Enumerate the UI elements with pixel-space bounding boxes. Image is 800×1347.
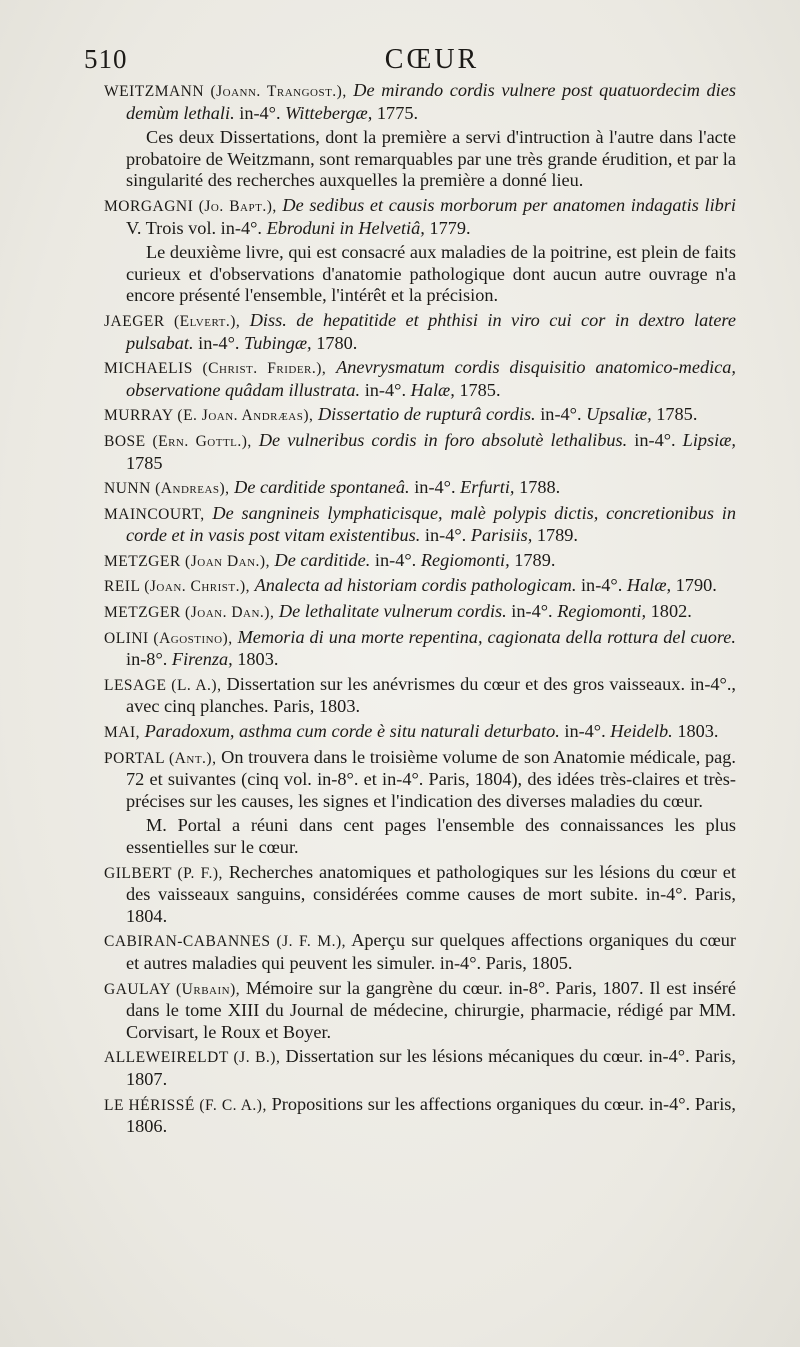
entry-year: 1802. bbox=[650, 601, 692, 622]
bibliography-entry bbox=[104, 477, 736, 500]
entry-year: 1803. bbox=[237, 649, 279, 670]
entry-year: 1789. bbox=[536, 525, 578, 546]
entry-format: in-4°. bbox=[414, 477, 456, 498]
entry-place: Halæ, bbox=[410, 379, 455, 400]
bibliography-entry bbox=[104, 721, 736, 744]
entry-place: Regiomonti, bbox=[420, 549, 510, 570]
bibliography-list bbox=[104, 80, 736, 1141]
entry-author: JAEGER (Elvert.), bbox=[104, 312, 241, 330]
entry-description: Recherches anatomiques et pathologiques sur les lésions du cœur et des vaisseaux sanguins, considérées comme causes de mort subite. in-4°. Paris, 1804. bbox=[126, 861, 736, 926]
entry-author: GAULAY (Urbain), bbox=[104, 980, 241, 998]
entry-title: De sangnineis lymphaticisque, malè polypis dictis, concretionibus in corde et in vasis post vitam existentibus. bbox=[126, 502, 736, 546]
entry-place: Halæ, bbox=[626, 575, 672, 596]
entry-author: LE HÉRISSÉ (F. C. A.), bbox=[104, 1096, 267, 1114]
entry-author: ALLEWEIRELDT (J. B.), bbox=[104, 1049, 281, 1067]
bibliography-entry bbox=[104, 601, 736, 624]
entry-author: MAINCOURT, bbox=[104, 505, 205, 523]
entry-author: NUNN (Andreas), bbox=[104, 480, 230, 498]
entry-year: 1790. bbox=[675, 575, 717, 596]
entry-title: Anevrysmatum cordis disquisitio anatomico-medica, observatione quâdam illustrata. bbox=[126, 357, 736, 400]
page-number: 510 bbox=[84, 44, 128, 74]
entry-year: 1803. bbox=[677, 721, 719, 742]
bibliography-entry bbox=[104, 195, 736, 239]
entry-author: MURRAY (E. Joan. Andræas), bbox=[104, 407, 314, 425]
entry-author: REIL (Joan. Christ.), bbox=[104, 578, 251, 596]
bibliography-entry bbox=[104, 978, 736, 1044]
entry-format: in-4°. bbox=[511, 601, 553, 622]
entry-author: GILBERT (P. F.), bbox=[104, 864, 223, 882]
entry-year: 1775. bbox=[376, 102, 419, 123]
entry-description: Mémoire sur la gangrène du cœur. in-8°. Paris, 1807. Il est inséré dans le tome XIII du Journal de médecine, chirurgie, pharmacie, rédigé par MM. Corvisart, le Roux et Boyer. bbox=[126, 977, 737, 1042]
entry-title: De lethalitate vulnerum cordis. bbox=[278, 601, 507, 622]
entry-title: Diss. de hepatitide et phthisi in viro cui cor in dextro latere pulsabat. bbox=[126, 309, 736, 353]
entry-place: Heidelb. bbox=[610, 721, 673, 742]
entry-description: Dissertation sur les anévrismes du cœur et des gros vaisseaux. in-4°., avec cinq planches. Paris, 1803. bbox=[126, 673, 737, 717]
entry-format: in-4°. bbox=[634, 429, 676, 450]
bibliography-entry bbox=[104, 674, 736, 718]
entry-format: in-4°. bbox=[564, 721, 606, 742]
bibliography-entry bbox=[104, 503, 736, 547]
entry-place: Lipsiæ, bbox=[682, 429, 737, 450]
commentary-paragraph: Ces deux Dissertations, dont la première a servi d'intruction à l'autre dans l'acte probatoire de Weitzmann, sont remarquables par une très grande érudition, et par la singularité des recherches auxquelles la première a donné lieu. bbox=[126, 127, 736, 191]
entry-format: in-4°. bbox=[364, 379, 407, 400]
entry-author: MAI, bbox=[104, 724, 141, 742]
entry-title: De vulneribus cordis in foro absolutè lethalibus. bbox=[258, 429, 628, 450]
running-title: CŒUR bbox=[384, 44, 480, 75]
bibliography-entry bbox=[104, 1094, 736, 1138]
entry-format: in-8°. bbox=[126, 649, 168, 670]
bibliography-entry bbox=[104, 575, 736, 598]
commentary-paragraph: Le deuxième livre, qui est consacré aux maladies de la poitrine, est plein de faits curieux et d'observations d'anatomie pathologique dont aucun autre ouvrage n'a encore présenté l'ensemble, l'intérêt et la précision. bbox=[126, 242, 736, 306]
entry-description: On trouvera dans le troisième volume de son Anatomie médicale, pag. 72 et suivantes (cinq vol. in-8°. et in-4°. Paris, 1804), des idées très-claires et très-précises sur les causes, les signes et l'indication des diverses maladies du cœur. bbox=[126, 746, 736, 811]
entry-author: LESAGE (L. A.), bbox=[104, 676, 222, 694]
entry-place: Parisiis, bbox=[470, 525, 533, 546]
entry-author: OLINI (Agostino), bbox=[104, 629, 233, 647]
bibliography-entry bbox=[104, 310, 736, 354]
entry-place: Regiomonti, bbox=[557, 601, 647, 622]
bibliography-entry bbox=[104, 747, 736, 813]
entry-year: 1785 bbox=[126, 452, 163, 473]
entry-author: MORGAGNI (Jo. Bapt.), bbox=[104, 197, 277, 215]
bibliography-entry bbox=[104, 80, 736, 124]
entry-place: Tubingæ, bbox=[244, 332, 312, 353]
entry-description: Dissertation sur les lésions mécaniques du cœur. in-4°. Paris, 1807. bbox=[126, 1046, 736, 1089]
entry-description: Propositions sur les affections organiques du cœur. in-4°. Paris, 1806. bbox=[126, 1093, 736, 1137]
entry-author: CABIRAN-CABANNES (J. F. M.), bbox=[104, 933, 346, 951]
commentary-paragraph: M. Portal a réuni dans cent pages l'ensemble des connaissances les plus essentielles sur le cœur. bbox=[126, 815, 736, 857]
bibliography-entry bbox=[104, 357, 736, 401]
entry-format: V. Trois vol. in-4°. bbox=[126, 217, 263, 238]
entry-format: in-4°. bbox=[424, 525, 467, 546]
entry-year: 1789. bbox=[514, 549, 556, 570]
entry-year: 1779. bbox=[429, 217, 471, 238]
entry-place: Ebroduni in Helvetiâ, bbox=[266, 217, 425, 238]
entry-author: METZGER (Joan Dan.), bbox=[104, 552, 270, 570]
entry-place: Upsaliæ, bbox=[586, 404, 652, 425]
entry-title: Memoria di una morte repentina, cagionata della rottura del cuore. bbox=[237, 626, 736, 647]
entry-author: MICHAELIS (Christ. Frider.), bbox=[104, 360, 327, 378]
entry-format: in-4°. bbox=[374, 549, 417, 570]
bibliography-entry bbox=[104, 627, 736, 671]
entry-year: 1788. bbox=[519, 477, 561, 498]
bibliography-entry bbox=[104, 430, 736, 474]
entry-place: Erfurti, bbox=[460, 477, 515, 498]
entry-title: Dissertatio de rupturâ cordis. bbox=[317, 404, 536, 425]
entry-format: in-4°. bbox=[580, 575, 623, 596]
entry-title: Analecta ad historiam cordis pathologicam. bbox=[254, 575, 577, 596]
entry-author: METZGER (Joan. Dan.), bbox=[104, 604, 275, 622]
entry-author: BOSE (Ern. Gottl.), bbox=[104, 432, 252, 450]
entry-title: Paradoxum, asthma cum corde è situ naturali deturbato. bbox=[144, 721, 560, 742]
entry-format: in-4°. bbox=[198, 332, 240, 353]
bibliography-entry bbox=[104, 550, 736, 573]
entry-title: De sedibus et causis morborum per anatomen indagatis libri bbox=[282, 194, 736, 215]
bibliography-entry bbox=[104, 930, 736, 974]
entry-description: Aperçu sur quelques affections organiques du cœur et autres maladies qui peuvent les simuler. in-4°. Paris, 1805. bbox=[126, 930, 736, 973]
entry-place: Firenza, bbox=[171, 649, 233, 670]
entry-year: 1785. bbox=[459, 379, 501, 400]
entry-place: Wittebergæ, bbox=[285, 102, 373, 123]
entry-title: De carditide. bbox=[274, 549, 371, 570]
entry-format: in-4°. bbox=[540, 404, 582, 425]
bibliography-entry bbox=[104, 862, 736, 928]
entry-title: De carditide spontaneâ. bbox=[234, 477, 410, 498]
bibliography-entry bbox=[104, 404, 736, 427]
entry-format: in-4°. bbox=[239, 102, 281, 123]
page-header bbox=[84, 44, 740, 84]
entry-year: 1780. bbox=[316, 332, 358, 353]
entry-author: WEITZMANN (Joann. Trangost.), bbox=[104, 83, 347, 100]
entry-title: De mirando cordis vulnere post quatuordecim dies demùm lethali. bbox=[126, 80, 736, 123]
bibliography-entry bbox=[104, 1046, 736, 1090]
entry-author: PORTAL (Ant.), bbox=[104, 749, 217, 767]
entry-year: 1785. bbox=[656, 404, 698, 425]
